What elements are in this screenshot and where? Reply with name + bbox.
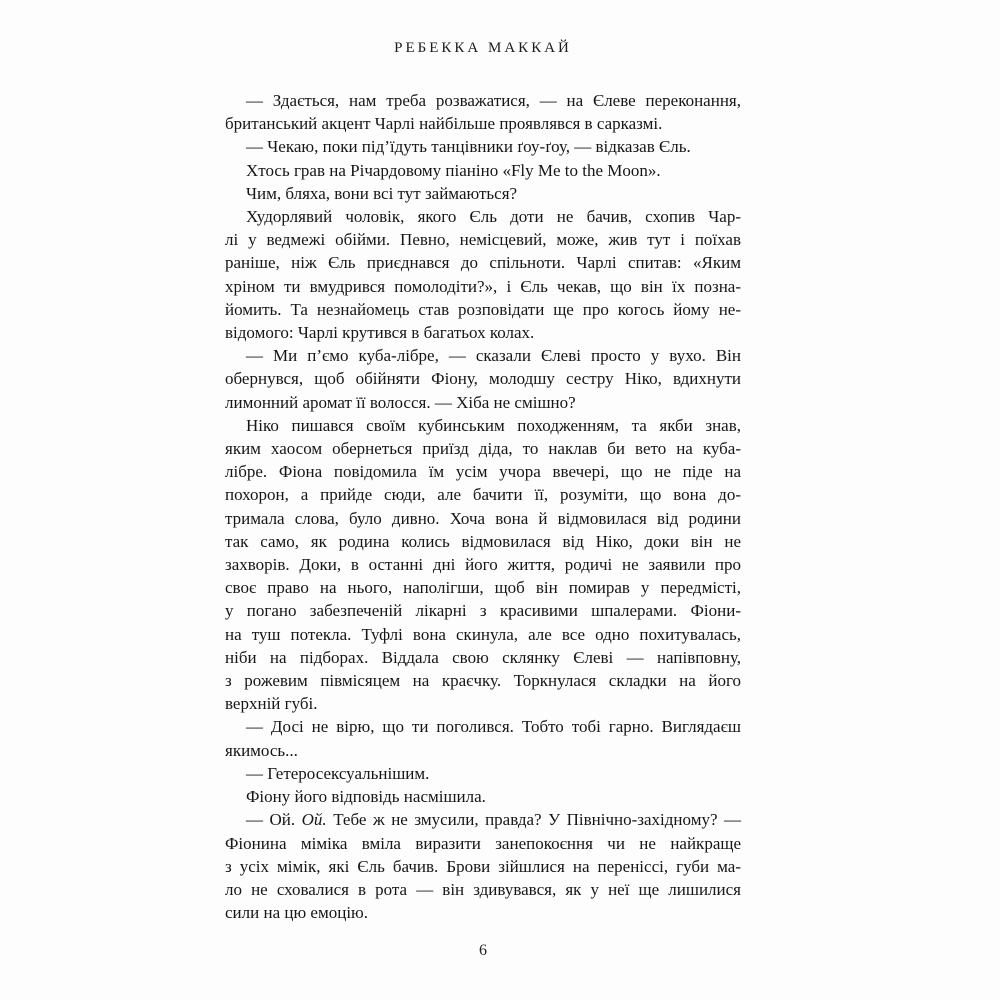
text-line — [225, 878, 741, 901]
text-line — [225, 599, 741, 622]
text-segment: Худорлявий чоловік, якого Єль доти не бачив, схопив Чар- — [246, 207, 741, 227]
text-line — [225, 112, 741, 135]
text-line — [225, 251, 741, 274]
text-line — [225, 414, 741, 437]
text-segment: обернувся, щоб обійняти Фіону, молодшу сестру Ніко, вдихнути — [225, 369, 741, 389]
text-segment: — Ми п’ємо куба-лібре, — сказали Єлеві просто у вухо. Він — [246, 346, 741, 366]
text-segment: хріном ти вмудрився помолодіти?», і Єль чекав, що він їх позна- — [225, 276, 741, 296]
text-line — [225, 576, 741, 599]
text-line — [225, 205, 741, 228]
paragraph — [225, 344, 741, 414]
text-segment: тримала слова, було дивно. Хоча вона й відмовилася від родини — [225, 508, 741, 528]
paragraph — [225, 762, 741, 785]
body-text — [225, 89, 741, 924]
paragraph — [225, 89, 741, 135]
text-line — [225, 159, 741, 182]
text-segment: з рожевим півмісяцем на краєчку. Торкнулася складки на його — [225, 671, 741, 691]
text-segment: Хтось грав на Річардовому піаніно «Fly Me to the Moon». — [246, 160, 661, 180]
text-line — [225, 182, 741, 205]
text-line — [225, 228, 741, 251]
text-segment: у погано забезпеченій лікарні з красивими шпалерами. Фіони- — [225, 601, 741, 621]
text-segment: йомить. Та незнайомець став розповідати ще про когось йому не- — [225, 299, 741, 319]
text-segment: — Досі не вірю, що ти поголився. Тобто тобі гарно. Виглядаєш — [246, 717, 741, 737]
text-segment: Ніко пишався своїм кубинським походженням, та якби знав, — [246, 415, 741, 435]
text-line — [225, 785, 741, 808]
text-segment: якимось... — [225, 740, 298, 760]
text-segment: Тебе ж не змусили, правда? У Північно-західному? — — [326, 810, 742, 830]
text-line — [225, 646, 741, 669]
paragraph — [225, 205, 741, 344]
text-line — [225, 553, 741, 576]
text-segment: яким хаосом обернеться приїзд діда, то наклав би вето на куба- — [225, 439, 741, 459]
text-segment: раніше, ніж Єль приєднався до спільноти. Чарлі спитав: «Яким — [225, 253, 741, 273]
text-segment: сили на цю емоцію. — [225, 903, 368, 923]
italic-text: Ой. — [301, 810, 327, 830]
paragraph — [225, 414, 741, 716]
text-line — [225, 89, 741, 112]
page-number: 6 — [479, 942, 487, 959]
text-line — [225, 321, 741, 344]
text-segment: Фіону його відповідь насмішила. — [246, 787, 486, 807]
text-line — [225, 460, 741, 483]
paragraph — [225, 135, 741, 158]
text-segment: на туш потекла. Туфлі вона скинула, але все одно похитувалась, — [225, 624, 741, 644]
text-line — [225, 135, 741, 158]
paragraph — [225, 808, 741, 924]
paragraph — [225, 715, 741, 761]
text-line — [225, 739, 741, 762]
text-line — [225, 669, 741, 692]
text-segment: — Здається, нам треба розважатися, — на Єлеве переконання, — [246, 91, 741, 110]
text-line — [225, 367, 741, 390]
text-line — [225, 901, 741, 924]
paragraph — [225, 159, 741, 182]
text-line — [225, 855, 741, 878]
text-line — [225, 762, 741, 785]
text-segment: з усіх мімік, які Єль бачив. Брови зійшлися на переніссі, губи ма- — [225, 856, 741, 876]
text-segment: Фіонина міміка вміла виразити занепокоєння чи не найкраще — [225, 833, 741, 853]
text-segment: так само, як родина колись відмовилася від Ніко, доки він не — [225, 531, 741, 551]
text-segment: — Ой. — [246, 810, 302, 830]
text-line — [225, 344, 741, 367]
text-segment: лі у ведмежі обійми. Певно, немісцевий, може, жив тут і поїхав — [225, 230, 741, 250]
text-line — [225, 808, 741, 831]
text-segment: ніби на підборах. Віддала свою склянку Єлеві — напівповну, — [225, 647, 741, 667]
text-line — [225, 437, 741, 460]
text-line — [225, 391, 741, 414]
text-segment: Чим, бляха, вони всі тут займаються? — [246, 183, 518, 203]
text-segment: похорон, а прийде сюди, але бачити її, розуміти, що вона до- — [225, 485, 741, 505]
text-segment: лібре. Фіона повідомила їм усім учора ввечері, що не піде на — [225, 462, 741, 482]
text-segment: британський акцент Чарлі найбільше проявлявся в сарказмі. — [225, 114, 663, 134]
text-line — [225, 832, 741, 855]
text-line — [225, 507, 741, 530]
text-segment: відомого: Чарлі крутився в багатьох колах. — [225, 323, 535, 343]
text-segment: — Чекаю, поки під’їдуть танцівники ґоу-ґоу, — відказав Єль. — [246, 137, 691, 157]
text-line — [225, 298, 741, 321]
text-segment: своє право на нього, наполігши, щоб він помирав у передмісті, — [225, 578, 741, 598]
text-line — [225, 692, 741, 715]
text-line — [225, 715, 741, 738]
paragraph — [225, 182, 741, 205]
text-segment: лимонний аромат її волосся. — Хіба не смішно? — [225, 392, 576, 412]
text-line — [225, 530, 741, 553]
text-line — [225, 483, 741, 506]
text-line — [225, 275, 741, 298]
text-segment: верхній губі. — [225, 694, 318, 714]
text-segment: ло не сховалися в рота — він здивувався, як у неї ще лишилися — [225, 879, 741, 899]
text-segment: захворів. Доки, в останні дні його життя, родичі не заявили про — [225, 555, 741, 575]
text-line — [225, 623, 741, 646]
running-header: РЕБЕККА МАККАЙ — [394, 40, 572, 56]
text-segment: — Гетеросексуальнішим. — [246, 763, 430, 783]
paragraph — [225, 785, 741, 808]
